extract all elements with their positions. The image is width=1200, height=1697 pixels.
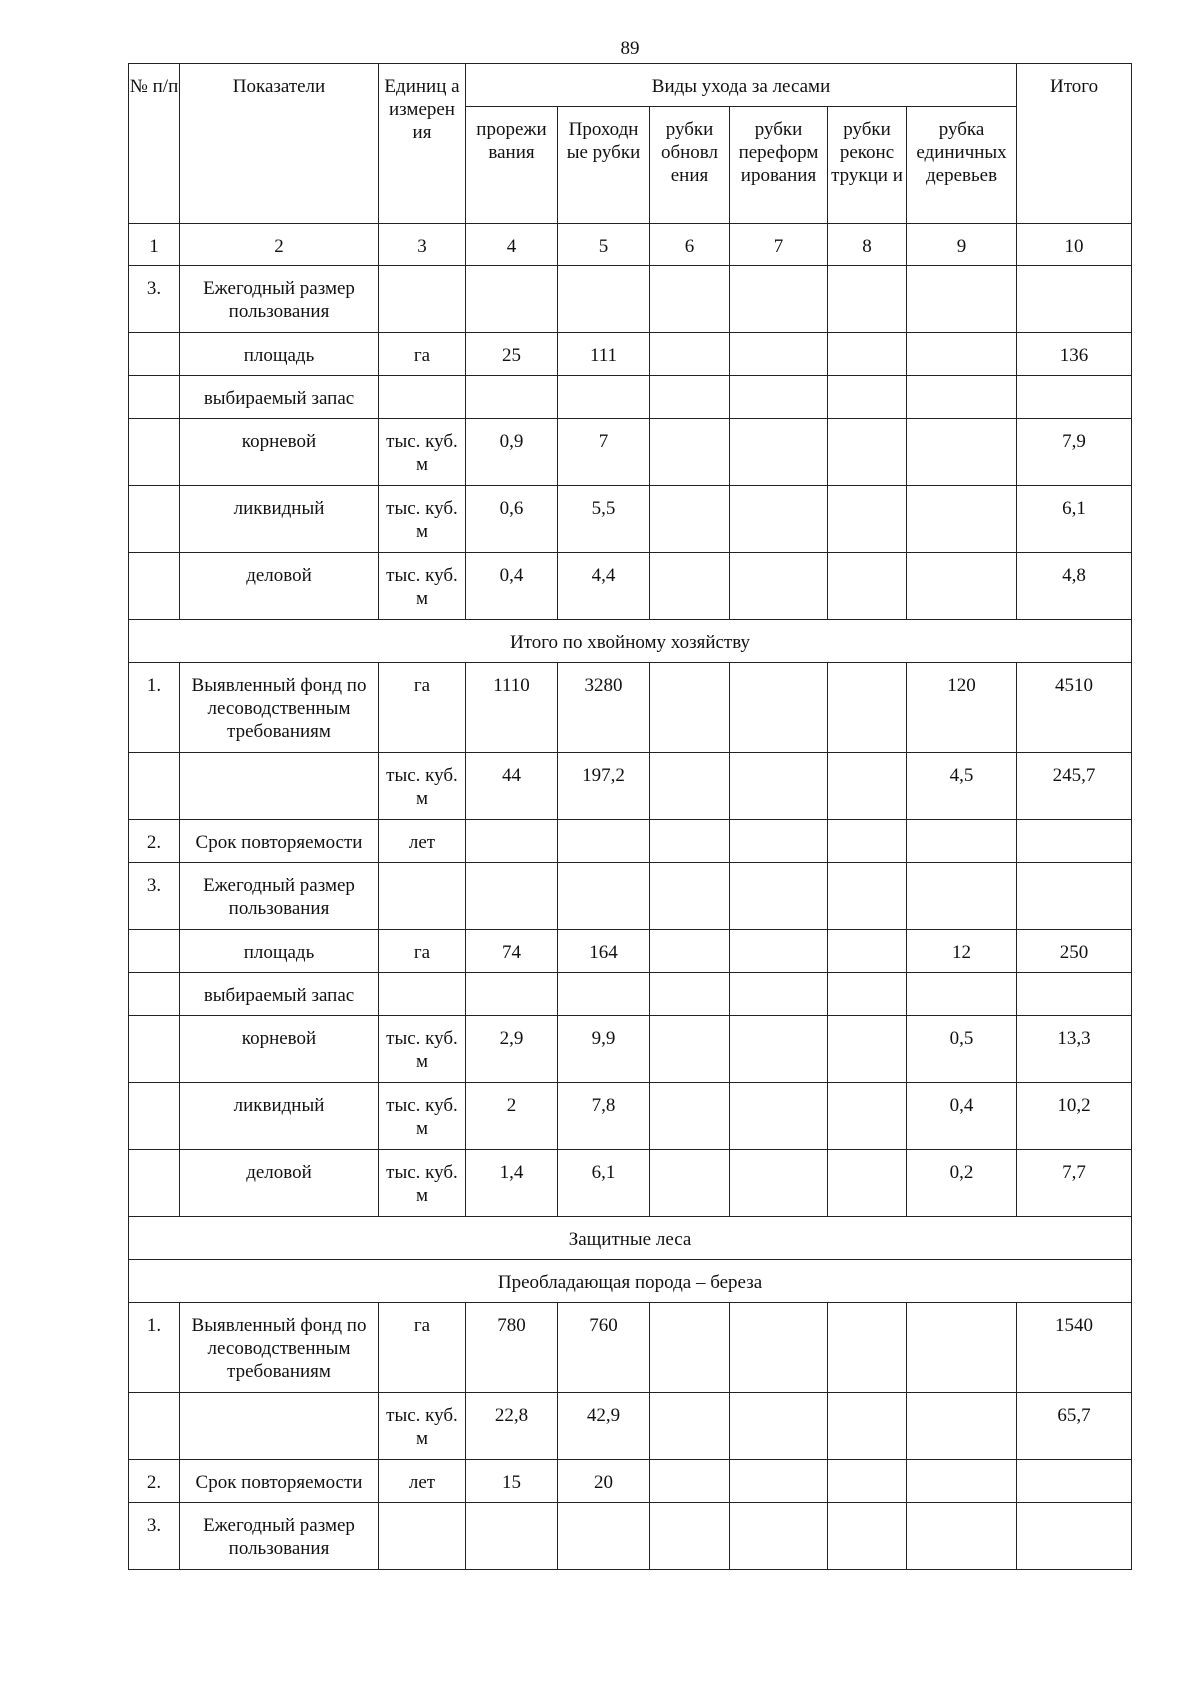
table-cell — [730, 663, 828, 753]
header-num: № п/п — [129, 64, 180, 224]
table-cell — [828, 376, 907, 419]
table-cell — [558, 1503, 650, 1570]
table-cell — [650, 1150, 730, 1217]
section-row — [129, 1260, 1132, 1303]
table-cell: 15 — [466, 1460, 558, 1503]
column-number: 3 — [379, 224, 466, 266]
table-row — [129, 419, 1132, 486]
table-cell: площадь — [180, 930, 379, 973]
table-cell: га — [379, 333, 466, 376]
table-cell — [907, 333, 1017, 376]
header-total: Итого — [1017, 64, 1132, 224]
table-cell — [466, 973, 558, 1016]
table-cell — [730, 333, 828, 376]
table-cell — [650, 930, 730, 973]
table-cell: 25 — [466, 333, 558, 376]
table-cell — [1017, 1503, 1132, 1570]
table-cell: 0,9 — [466, 419, 558, 486]
table-row — [129, 820, 1132, 863]
table-cell: 0,4 — [466, 553, 558, 620]
table-cell: выбираемый запас — [180, 973, 379, 1016]
table-row — [129, 1303, 1132, 1393]
table-cell: 250 — [1017, 930, 1132, 973]
forest-care-table — [128, 63, 1132, 1570]
table-cell — [129, 419, 180, 486]
table-cell: тыс. куб. м — [379, 1393, 466, 1460]
header-reformation-cutting: рубки переформ ирования — [730, 107, 828, 224]
table-cell — [129, 553, 180, 620]
table-cell: 4,8 — [1017, 553, 1132, 620]
table-cell — [730, 1150, 828, 1217]
table-cell — [1017, 1460, 1132, 1503]
table-row — [129, 863, 1132, 930]
table-cell — [379, 266, 466, 333]
table-cell: 760 — [558, 1303, 650, 1393]
table-cell: Ежегодный размер пользования — [180, 266, 379, 333]
table-cell: 4,5 — [907, 753, 1017, 820]
table-cell — [907, 553, 1017, 620]
table-cell: 3280 — [558, 663, 650, 753]
table-cell — [379, 973, 466, 1016]
table-cell — [828, 1150, 907, 1217]
column-number: 2 — [180, 224, 379, 266]
table-cell — [466, 1503, 558, 1570]
table-cell — [828, 1503, 907, 1570]
table-cell: корневой — [180, 419, 379, 486]
table-cell — [907, 1393, 1017, 1460]
table-cell: 0,5 — [907, 1016, 1017, 1083]
table-cell: 136 — [1017, 333, 1132, 376]
table-cell — [650, 973, 730, 1016]
table-row — [129, 1083, 1132, 1150]
table-row — [129, 553, 1132, 620]
table-cell — [730, 1303, 828, 1393]
table-cell — [558, 973, 650, 1016]
table-cell — [828, 486, 907, 553]
table-cell: 20 — [558, 1460, 650, 1503]
table-cell: деловой — [180, 553, 379, 620]
table-cell: 4,4 — [558, 553, 650, 620]
table-cell: лет — [379, 820, 466, 863]
table-cell: тыс. куб. м — [379, 753, 466, 820]
table-cell: 0,2 — [907, 1150, 1017, 1217]
table-cell — [1017, 973, 1132, 1016]
table-cell: 22,8 — [466, 1393, 558, 1460]
table-cell — [730, 1016, 828, 1083]
table-cell — [379, 376, 466, 419]
table-cell — [558, 376, 650, 419]
table-cell — [129, 1083, 180, 1150]
page-number: 89 — [620, 38, 640, 59]
table-cell — [828, 1303, 907, 1393]
table-cell: 3. — [129, 266, 180, 333]
table-body — [129, 224, 1132, 1570]
table-cell: 3. — [129, 1503, 180, 1570]
table-cell — [129, 1016, 180, 1083]
column-number: 6 — [650, 224, 730, 266]
table-cell: Срок повторяемости — [180, 820, 379, 863]
table-cell: 1,4 — [466, 1150, 558, 1217]
table-cell — [907, 486, 1017, 553]
table-cell — [730, 930, 828, 973]
section-title: Преобладающая порода – береза — [129, 1260, 1132, 1303]
column-number: 10 — [1017, 224, 1132, 266]
table-cell — [907, 1460, 1017, 1503]
table-row — [129, 1460, 1132, 1503]
table-row — [129, 1393, 1132, 1460]
table-cell — [730, 266, 828, 333]
table-cell: 65,7 — [1017, 1393, 1132, 1460]
section-title: Защитные леса — [129, 1217, 1132, 1260]
table-cell: лет — [379, 1460, 466, 1503]
table-cell — [907, 863, 1017, 930]
table-cell: 1. — [129, 1303, 180, 1393]
column-number: 9 — [907, 224, 1017, 266]
table-cell — [828, 333, 907, 376]
table-cell — [379, 863, 466, 930]
table-cell — [828, 753, 907, 820]
table-cell — [129, 333, 180, 376]
table-cell — [180, 753, 379, 820]
table-cell — [466, 376, 558, 419]
table-cell: площадь — [180, 333, 379, 376]
table-cell: тыс. куб. м — [379, 1083, 466, 1150]
table-cell: 4510 — [1017, 663, 1132, 753]
table-cell — [558, 820, 650, 863]
table-cell — [650, 753, 730, 820]
table-cell: ликвидный — [180, 486, 379, 553]
table-cell: 7,7 — [1017, 1150, 1132, 1217]
table-cell — [907, 266, 1017, 333]
table-cell: 12 — [907, 930, 1017, 973]
table-cell: 42,9 — [558, 1393, 650, 1460]
table-cell — [828, 1460, 907, 1503]
table-cell: 9,9 — [558, 1016, 650, 1083]
table-cell — [828, 863, 907, 930]
table-cell — [466, 266, 558, 333]
table-row — [129, 663, 1132, 753]
table-cell: 2 — [466, 1083, 558, 1150]
table-cell — [730, 863, 828, 930]
table-cell — [828, 1083, 907, 1150]
table-cell: 1540 — [1017, 1303, 1132, 1393]
table-cell — [907, 1503, 1017, 1570]
table-cell — [650, 266, 730, 333]
table-cell: выбираемый запас — [180, 376, 379, 419]
table-cell: га — [379, 1303, 466, 1393]
table-cell: 164 — [558, 930, 650, 973]
table-cell — [650, 486, 730, 553]
table-cell — [650, 1503, 730, 1570]
table-cell: Срок повторяемости — [180, 1460, 379, 1503]
table-cell: 3. — [129, 863, 180, 930]
table-cell: га — [379, 663, 466, 753]
table-cell: тыс. куб. м — [379, 486, 466, 553]
table-row — [129, 1150, 1132, 1217]
table-row — [129, 930, 1132, 973]
header-renewal-cutting: рубки обновл ения — [650, 107, 730, 224]
table-cell — [907, 376, 1017, 419]
column-number: 8 — [828, 224, 907, 266]
table-cell: 0,4 — [907, 1083, 1017, 1150]
table-cell — [828, 1016, 907, 1083]
table-cell — [828, 663, 907, 753]
header-reconstruction-cutting: рубки реконс трукци и — [828, 107, 907, 224]
column-number: 1 — [129, 224, 180, 266]
table-cell — [730, 1083, 828, 1150]
table-cell — [650, 1016, 730, 1083]
table-cell — [129, 1393, 180, 1460]
table-cell — [650, 1393, 730, 1460]
table-row — [129, 376, 1132, 419]
table-cell: 6,1 — [558, 1150, 650, 1217]
table-cell — [558, 266, 650, 333]
table-cell — [129, 973, 180, 1016]
section-row — [129, 1217, 1132, 1260]
table-cell: 197,2 — [558, 753, 650, 820]
table-cell: 10,2 — [1017, 1083, 1132, 1150]
section-row — [129, 620, 1132, 663]
header-thinning: прорежи вания — [466, 107, 558, 224]
table-cell — [730, 376, 828, 419]
table-cell — [907, 419, 1017, 486]
table-cell — [129, 376, 180, 419]
table-cell — [180, 1393, 379, 1460]
table-cell: га — [379, 930, 466, 973]
table-cell — [730, 1460, 828, 1503]
table-cell: Выявленный фонд по лесоводственным требованиям — [180, 1303, 379, 1393]
table-row — [129, 486, 1132, 553]
table-cell: 2. — [129, 820, 180, 863]
table-cell — [466, 820, 558, 863]
table-cell: Ежегодный размер пользования — [180, 1503, 379, 1570]
table-cell — [730, 973, 828, 1016]
table-cell — [907, 1303, 1017, 1393]
column-number-row — [129, 224, 1132, 266]
table-cell — [650, 419, 730, 486]
table-cell — [466, 863, 558, 930]
table-cell: Ежегодный размер пользования — [180, 863, 379, 930]
table-cell — [828, 973, 907, 1016]
table-cell — [730, 419, 828, 486]
header-indicators: Показатели — [180, 64, 379, 224]
table-cell — [828, 1393, 907, 1460]
table-cell — [730, 1503, 828, 1570]
header-passage-cutting: Проходн ые рубки — [558, 107, 650, 224]
table-cell — [828, 266, 907, 333]
table-cell — [730, 753, 828, 820]
table-cell: 2,9 — [466, 1016, 558, 1083]
table-cell — [650, 1460, 730, 1503]
table-cell: 245,7 — [1017, 753, 1132, 820]
column-number: 5 — [558, 224, 650, 266]
table-cell — [650, 820, 730, 863]
table-cell — [1017, 820, 1132, 863]
table-cell: ликвидный — [180, 1083, 379, 1150]
column-number: 7 — [730, 224, 828, 266]
table-cell — [730, 486, 828, 553]
table-row — [129, 753, 1132, 820]
table-cell — [379, 1503, 466, 1570]
table-cell — [730, 553, 828, 620]
header-single-tree-cutting: рубка единичных деревьев — [907, 107, 1017, 224]
header-unit: Единиц а измерен ия — [379, 64, 466, 224]
table-cell: 1. — [129, 663, 180, 753]
table-cell: 0,6 — [466, 486, 558, 553]
table-cell: тыс. куб. м — [379, 1150, 466, 1217]
table-cell: 7,8 — [558, 1083, 650, 1150]
table-cell — [650, 333, 730, 376]
table-cell — [1017, 266, 1132, 333]
table-cell: 7 — [558, 419, 650, 486]
table-cell — [828, 930, 907, 973]
table-cell: 13,3 — [1017, 1016, 1132, 1083]
table-cell: 7,9 — [1017, 419, 1132, 486]
table-cell: деловой — [180, 1150, 379, 1217]
table-row — [129, 1016, 1132, 1083]
column-number: 4 — [466, 224, 558, 266]
table-cell — [650, 1083, 730, 1150]
table-cell — [730, 1393, 828, 1460]
table-cell — [650, 1303, 730, 1393]
table-cell: 74 — [466, 930, 558, 973]
table-cell: корневой — [180, 1016, 379, 1083]
header-care-types: Виды ухода за лесами — [466, 64, 1017, 107]
table-cell — [650, 663, 730, 753]
section-title: Итого по хвойному хозяйству — [129, 620, 1132, 663]
table-cell — [828, 553, 907, 620]
table-cell — [129, 1150, 180, 1217]
table-cell — [907, 973, 1017, 1016]
table-row — [129, 333, 1132, 376]
table-cell: 111 — [558, 333, 650, 376]
table-cell — [828, 820, 907, 863]
table-cell: 120 — [907, 663, 1017, 753]
table-cell — [1017, 376, 1132, 419]
table-cell — [828, 419, 907, 486]
table-cell: тыс. куб. м — [379, 419, 466, 486]
table-cell: 44 — [466, 753, 558, 820]
table-cell: 6,1 — [1017, 486, 1132, 553]
table-cell: 2. — [129, 1460, 180, 1503]
table-cell — [129, 486, 180, 553]
table-cell — [558, 863, 650, 930]
table-cell — [129, 753, 180, 820]
table-row — [129, 266, 1132, 333]
table-cell: тыс. куб. м — [379, 1016, 466, 1083]
table-cell: тыс. куб. м — [379, 553, 466, 620]
table-cell — [907, 820, 1017, 863]
table-cell: 780 — [466, 1303, 558, 1393]
table-cell — [129, 930, 180, 973]
table-cell: 1110 — [466, 663, 558, 753]
table-cell — [1017, 863, 1132, 930]
table-row — [129, 973, 1132, 1016]
table-cell — [650, 863, 730, 930]
table-cell — [650, 376, 730, 419]
table-cell — [650, 553, 730, 620]
table-cell: Выявленный фонд по лесоводственным требованиям — [180, 663, 379, 753]
table-cell: 5,5 — [558, 486, 650, 553]
table-cell — [730, 820, 828, 863]
table-row — [129, 1503, 1132, 1570]
